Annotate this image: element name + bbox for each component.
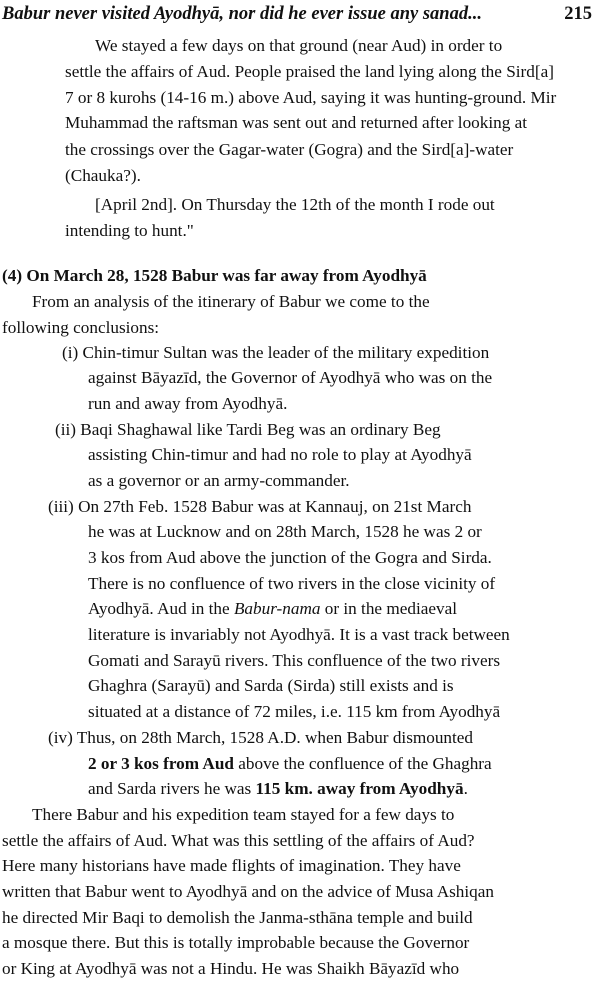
text-segment: and Sarda rivers he was [88,779,252,799]
text-line: (ii) Baqi Shaghawal like Tardi Beg was an ordinary Beg [55,419,441,439]
text-line [88,599,457,619]
text-line: Muhammad the raftsman was sent out and returned after looking at [65,113,528,133]
text-line: [April 2nd]. On Thursday the 12th of the month I rode out [95,195,495,214]
text-line: settle the affairs of Aud. People praised the land lying along the Sird[a] [65,61,554,81]
text-segment: . [463,779,468,799]
text-line: There is no confluence of two rivers in the close vicinity of [88,573,496,593]
text-line: against Bāyazīd, the Governor of Ayodhyā who was on the [88,368,493,388]
text-line: (iii) On 27th Feb. 1528 Babur was at Kannauj, on 21st March [48,496,472,516]
text-segment: or in the mediaeval [324,599,457,619]
text-line: settle the affairs of Aud. What was this settling of the affairs of Aud? [2,830,475,850]
text-line: Gomati and Sarayū rivers. This confluence of the two rivers [88,650,501,670]
text-line: run and away from Ayodhyā. [88,393,288,413]
book-title: Babur-nama [233,599,321,619]
text-line: From an analysis of the itinerary of Babur we come to the [32,292,430,312]
page-number: 215 [564,4,592,24]
text-line: (iv) Thus, on 28th March, 1528 A.D. when Babur dismounted [48,727,474,747]
text-line: he directed Mir Baqi to demolish the Janma-sthāna temple and build [2,907,473,927]
text-line: following conclusions: [2,317,160,337]
section-heading: (4) On March 28, 1528 Babur was far away from Ayodhyā [2,266,427,286]
page-header [0,0,600,30]
text-line [88,754,492,774]
text-line [88,779,468,799]
text-line: There Babur and his expedition team stayed for a few days to [32,804,455,824]
text-line: situated at a distance of 72 miles, i.e. 115 km from Ayodhyā [88,702,501,722]
text-line: (Chauka?). [65,165,141,185]
text-line: 3 kos from Aud above the junction of the Gogra and Sirda. [88,548,492,567]
text-line: (i) Chin-timur Sultan was the leader of the military expedition [62,342,490,362]
text-line: assisting Chin-timur and had no role to play at Ayodhyā [88,445,472,465]
text-line: We stayed a few days on that ground (near Aud) in order to [95,36,503,56]
text-line: 7 or 8 kurohs (14-16 m.) above Aud, saying it was hunting-ground. Mir [65,87,557,107]
text-line: literature is invariably not Ayodhyā. It is a vast track between [88,625,510,645]
text-line: a mosque there. But this is totally improbable because the Governor [2,933,470,953]
text-line: as a governor or an army-commander. [88,470,350,490]
text-line: Ghaghra (Sarayū) and Sarda (Sirda) still exists and is [88,676,454,696]
emphasis-text: 2 or 3 kos from Aud [88,753,234,773]
text-segment: Ayodhyā. Aud in the [88,599,230,619]
text-line: intending to hunt." [65,220,194,240]
text-line: the crossings over the Gagar-water (Gogra) and the Sird[a]-water [65,139,514,159]
emphasis-text: 115 km. away from Ayodhyā [255,779,464,799]
text-segment: above the confluence of the Ghaghra [238,753,492,773]
text-line: Here many historians have made flights of imagination. They have [2,856,461,876]
text-line: or King at Ayodhyā was not a Hindu. He was Shaikh Bāyazīd who [2,959,460,978]
running-title: Babur never visited Ayodhyā, nor did he ever issue any sanad... [2,4,482,24]
text-line: written that Babur went to Ayodhyā and on the advice of Musa Ashiqan [2,881,494,901]
text-line: he was at Lucknow and on 28th March, 1528 he was 2 or [88,522,482,542]
